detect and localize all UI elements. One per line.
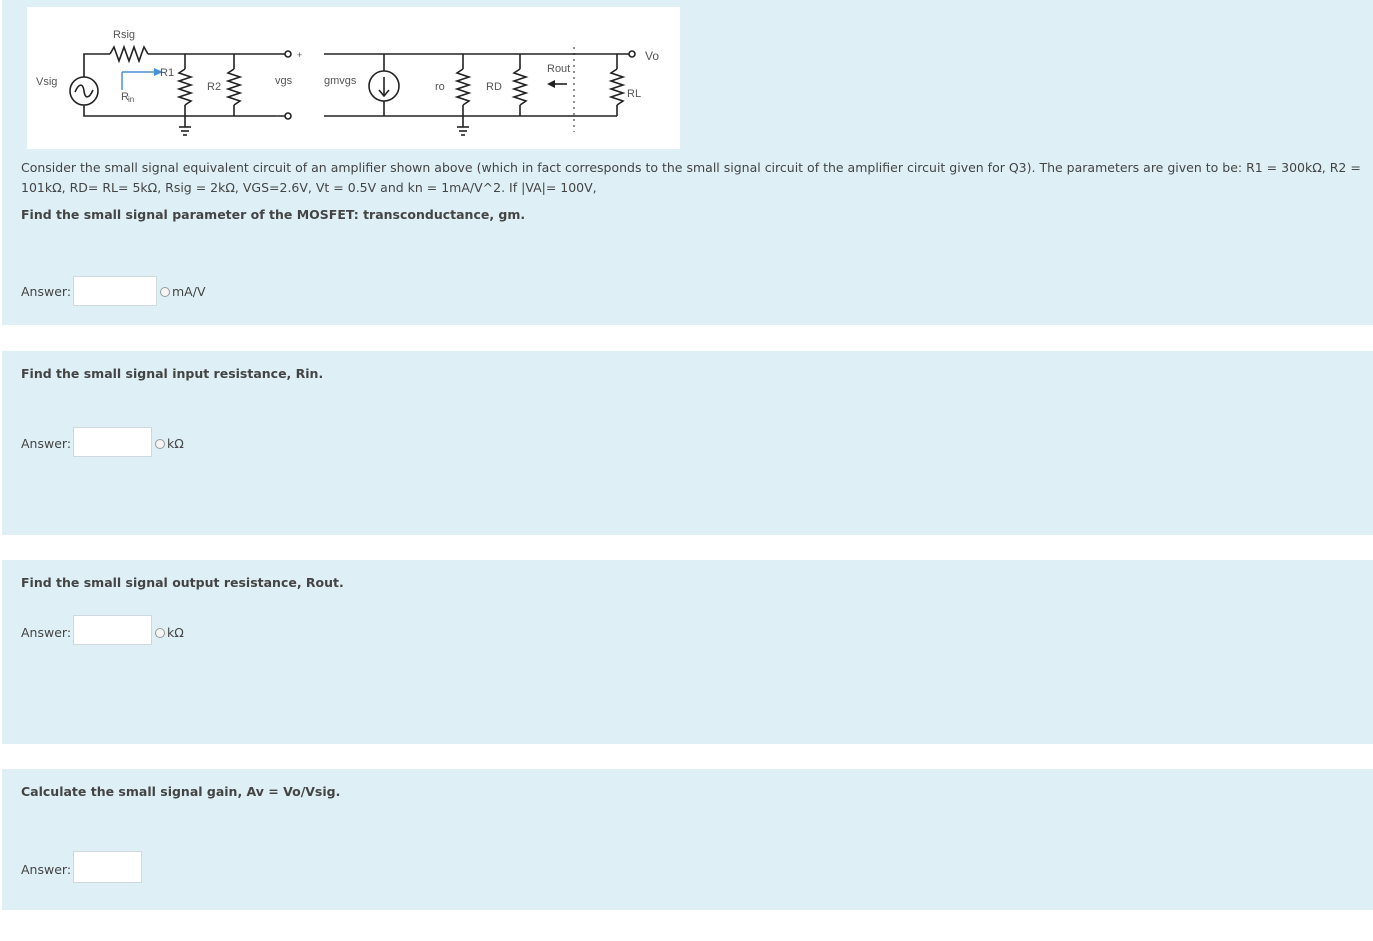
rd-label: RD [486,81,502,93]
unit-label: kΩ [167,436,184,451]
unit-label: kΩ [167,625,184,640]
circuit-svg [27,7,680,149]
answer-label: Answer: [21,862,72,877]
unit-label: mA/V [172,284,206,299]
answer-input-gain[interactable] [73,851,142,883]
rout-label: Rout [547,63,571,75]
unit-radio-button[interactable] [160,287,170,297]
r1-label: R1 [160,67,175,79]
vgs-label: vgs [275,75,293,87]
plus-sign: + [297,50,303,60]
circuit-diagram [27,7,680,149]
answer-label: Answer: [21,625,72,640]
vsig-label: Vsig [36,76,58,88]
question-prompt-gain: Calculate the small signal gain, Av = Vo/Vsig. [21,784,341,799]
unit-radio-button[interactable] [155,439,165,449]
question-panel-gain [2,769,1373,910]
vo-label: Vo [645,49,660,63]
rin-label: R [121,91,129,103]
ro-label: ro [435,81,445,93]
question-prompt-rout: Find the small signal output resistance, Rout. [21,575,344,590]
question-prompt-gm: Find the small signal parameter of the MOSFET: transconductance, gm. [21,207,526,222]
rsig-label: Rsig [113,29,136,41]
question-prompt-rin: Find the small signal input resistance, Rin. [21,366,324,381]
rin-subscript: in [128,95,135,104]
question-description: Consider the small signal equivalent circuit of an amplifier shown above (which in fact corresponds to the small signal circuit of the amplifier circuit given for Q3). The parameters are given to be: R1 = 300kΩ, R2 = 101kΩ, RD= RL= 5kΩ, Rsig = 2kΩ, VGS=2.6V, Vt = 0.5V and kn = 1mA/V^2. If |VA|= 100V, [21,160,1361,195]
r2-label: R2 [207,81,222,93]
question-panel-rin [2,351,1373,535]
answer-label: Answer: [21,284,72,299]
question-panel-rout [2,560,1373,744]
answer-input-rout[interactable] [73,615,152,645]
minus-sign: - [276,111,279,121]
answer-label: Answer: [21,436,72,451]
answer-input-rin[interactable] [73,427,152,457]
rl-label: RL [627,88,642,100]
unit-radio-button[interactable] [155,628,165,638]
answer-input-gm[interactable] [73,276,157,306]
question-panel-gm [2,0,1373,325]
gmvgs-label: gmvgs [324,75,357,87]
